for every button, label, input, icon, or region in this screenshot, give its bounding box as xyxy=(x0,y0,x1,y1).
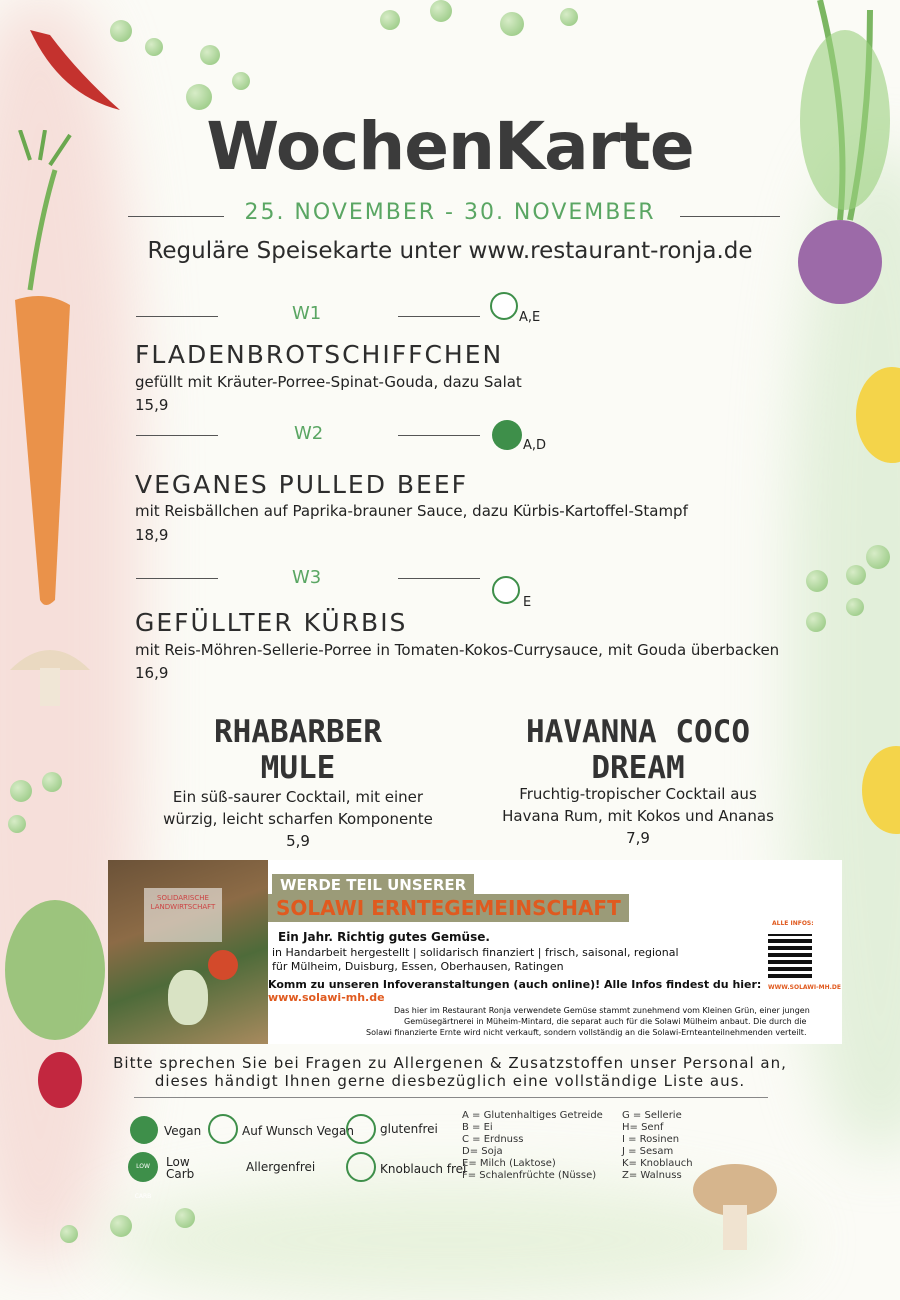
divider xyxy=(398,435,480,436)
banner-small-print: Solawi finanzierte Ernte wird nicht verkauft, sondern vollständig an die Solawi-Ernteanteilnehmenden verteilt. xyxy=(366,1028,807,1037)
cocktail-description: Fruchtig-tropischer Cocktail aus Havana Rum, mit Kokos und Ananas 7,9 xyxy=(488,783,788,849)
qr-code-icon[interactable] xyxy=(768,934,812,978)
pea xyxy=(60,1225,78,1243)
pea xyxy=(186,84,212,110)
dish-code: W1 xyxy=(292,303,322,324)
banner-tagline: Ein Jahr. Richtig gutes Gemüse. xyxy=(278,930,490,944)
divider xyxy=(136,578,218,579)
allergen-codes: A,E xyxy=(519,310,541,325)
banner-headline: SOLAWI ERNTEGEMEINSCHAFT xyxy=(268,894,629,922)
dish-description: mit Reis-Möhren-Sellerie-Porree in Tomaten-Kokos-Currysauce, mit Gouda überbacken xyxy=(135,641,780,659)
cocktail-name: HAVANNA COCO DREAM xyxy=(526,714,750,786)
divider xyxy=(398,578,480,579)
allergen-note: Bitte sprechen Sie bei Fragen zu Allergenen & Zusatzstoffen unser Personal an, dieses händigt Ihnen gerne diesbezüglich eine vollständige Liste aus. xyxy=(113,1054,787,1090)
banner-line: Komm zu unseren Infoveranstaltungen (auch online)! Alle Infos findest du hier: xyxy=(268,978,762,991)
allergen-codes: A,D xyxy=(523,438,547,453)
cocktail-name: RHABARBER MULE xyxy=(214,714,382,786)
pea xyxy=(110,20,132,42)
wheat-icon xyxy=(346,1114,376,1144)
pea xyxy=(110,1215,132,1237)
pea xyxy=(806,612,826,632)
mushroom-illustration-2 xyxy=(690,1160,780,1260)
vegetable-photo: SOLIDARISCHE LANDWIRTSCHAFT xyxy=(108,860,268,1044)
dish-price: 16,9 xyxy=(135,664,169,682)
pea xyxy=(232,72,250,90)
website-note: Reguläre Speisekarte unter www.restaurant-ronja.de xyxy=(147,238,753,264)
banner-url[interactable]: www.solawi-mh.de xyxy=(268,991,385,1004)
pea xyxy=(500,12,524,36)
cocktail-description: Ein süß-saurer Cocktail, mit einer würzig, leicht scharfen Komponente 5,9 xyxy=(148,786,448,852)
leaf-filled-icon xyxy=(492,420,522,450)
pea xyxy=(866,545,890,569)
cocktail-price: 5,9 xyxy=(286,832,310,850)
leaf-filled-icon xyxy=(130,1116,158,1144)
dish-price: 18,9 xyxy=(135,526,169,544)
dish-price: 15,9 xyxy=(135,396,169,414)
allergen-list-1: A = Glutenhaltiges Getreide B = Ei C = Erdnuss D= Soja E= Milch (Laktose) F= Schalenfrüchte (Nüsse) xyxy=(462,1110,603,1181)
banner-line: in Handarbeit hergestellt | solidarisch finanziert | frisch, saisonal, regional xyxy=(272,946,679,959)
allergen-codes: E xyxy=(523,595,532,610)
pea xyxy=(846,598,864,616)
pea xyxy=(8,815,26,833)
leaf-outline-icon xyxy=(490,292,518,320)
dish-name: FLADENBROTSCHIFFCHEN xyxy=(135,340,504,369)
pea xyxy=(200,45,220,65)
pea xyxy=(175,1208,195,1228)
dish-description: gefüllt mit Kräuter-Porree-Spinat-Gouda, dazu Salat xyxy=(135,373,522,391)
date-range: 25. NOVEMBER - 30. NOVEMBER xyxy=(244,200,656,225)
divider xyxy=(136,435,218,436)
divider xyxy=(398,316,480,317)
pea xyxy=(560,8,578,26)
banner-line: für Mülheim, Duisburg, Essen, Oberhausen, Ratingen xyxy=(272,960,564,973)
pea xyxy=(846,565,866,585)
page-title: WochenKarte xyxy=(206,108,694,185)
dish-name: VEGANES PULLED BEEF xyxy=(135,470,469,499)
mushroom-illustration xyxy=(5,630,95,710)
legend-low-carb: Low Carb xyxy=(166,1155,195,1181)
info-label: ALLE INFOS: xyxy=(772,920,814,927)
legend-allergenfrei: Allergenfrei xyxy=(246,1160,316,1174)
banner-small-print: Gemüsegärtnerei in Müheim-Mintard, die separat auch für die Solawi Mülheim anbaut. Die durch die xyxy=(404,1017,807,1026)
dish-description: mit Reisbällchen auf Paprika-brauner Sauce, dazu Kürbis-Kartoffel-Stampf xyxy=(135,502,688,520)
leaf-outline-icon xyxy=(208,1114,238,1144)
garlic-icon xyxy=(346,1152,376,1182)
info-url: WWW.SOLAWI-MH.DE xyxy=(768,984,841,991)
cocktail-price: 7,9 xyxy=(626,829,650,847)
legend-glutenfrei: glutenfrei xyxy=(380,1122,438,1136)
dish-code: W3 xyxy=(292,567,322,588)
low-carb-icon: LOW CARB xyxy=(128,1152,158,1182)
lemon-illustration-2 xyxy=(856,740,900,840)
dish-code: W2 xyxy=(294,423,324,444)
legend-vegan: Vegan xyxy=(164,1124,202,1138)
pea xyxy=(806,570,828,592)
leaf-outline-icon xyxy=(492,576,520,604)
solawi-banner xyxy=(108,860,842,1044)
legend-knoblauchfrei: Knoblauch frei xyxy=(380,1162,467,1176)
divider xyxy=(136,316,218,317)
pea xyxy=(145,38,163,56)
banner-kicker: WERDE TEIL UNSERER xyxy=(272,874,474,896)
divider xyxy=(134,1097,768,1098)
legend-wunsch-vegan: Auf Wunsch Vegan xyxy=(242,1124,355,1138)
allergen-list-2: G = Sellerie H= Senf I = Rosinen J = Sesam K= Knoblauch Z= Walnuss xyxy=(622,1110,693,1181)
dish-name: GEFÜLLTER KÜRBIS xyxy=(135,608,408,637)
pea xyxy=(42,772,62,792)
pea xyxy=(10,780,32,802)
lemon-illustration xyxy=(852,360,900,470)
pea xyxy=(430,0,452,22)
banner-small-print: Das hier im Restaurant Ronja verwendete Gemüse stammt zunehmend vom Kleinen Grün, einer jungen xyxy=(394,1006,810,1015)
pea xyxy=(380,10,400,30)
